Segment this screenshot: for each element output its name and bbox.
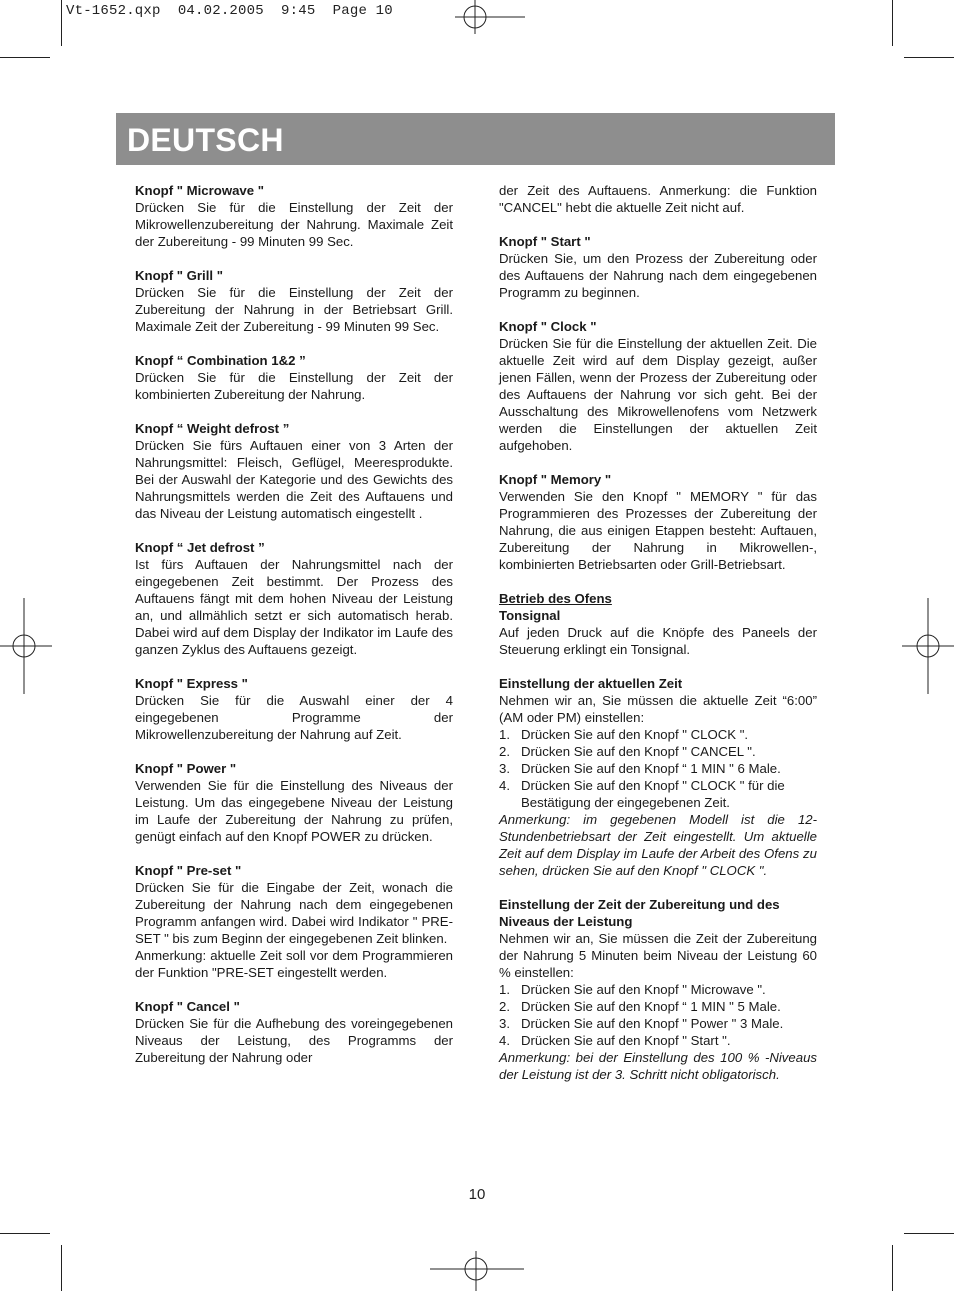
step-number: 2. [499, 744, 510, 759]
step-number: 4. [499, 1033, 510, 1048]
step-text: Drücken Sie auf den Knopf " Microwave ". [521, 982, 766, 997]
step-number: 4. [499, 778, 510, 793]
section-text: Drücken Sie für die Einstellung der Zeit der kombinierten Zubereitung der Nahrung. [135, 370, 453, 402]
section-title: Knopf " Express " [135, 676, 248, 691]
step-list [499, 981, 817, 1049]
section-subtitle: Tonsignal [499, 608, 561, 623]
registration-mark-icon [0, 598, 52, 694]
list-item [499, 1015, 817, 1032]
language-title: DEUTSCH [127, 122, 284, 158]
step-number: 3. [499, 1016, 510, 1031]
page-number: 10 [468, 1186, 486, 1203]
section-text: Drücken Sie, um den Prozess der Zubereitung oder des Auftauens der Nahrung nach dem eingegebenen Programm zu beginnen. [499, 251, 817, 300]
list-item [499, 981, 817, 998]
section-grill [135, 267, 453, 335]
section-text: Drücken Sie für die Einstellung der aktuellen Zeit. Die aktuelle Zeit wird auf dem Display gezeigt, außer jenen Fällen, wenn der Prozess der Zubereitung oder des Auftauens der Nahrung vor sich geht. Bei der Ausschaltung des Mikrowellenofens vom Netzwerk werden die Einstellungen der aktuellen Zeit aufgehoben. [499, 336, 817, 453]
list-item [499, 1032, 817, 1049]
section-title: Einstellung der aktuellen Zeit [499, 676, 683, 691]
section-weight-defrost [135, 420, 453, 522]
section-combination [135, 352, 453, 403]
section-preset [135, 862, 453, 981]
section-title: Knopf " Memory " [499, 472, 612, 487]
section-text: Auf jeden Druck auf die Knöpfe des Paneels der Steuerung erklingt ein Tonsignal. [499, 625, 817, 657]
section-power [135, 760, 453, 845]
print-slug-line: Vt-1652.qxp 04.02.2005 9:45 Page 10 [66, 3, 393, 19]
section-title: Knopf " Clock " [499, 319, 597, 334]
section-note: Anmerkung: im gegebenen Modell ist die 12-Stundenbetriebsart der Zeit eingestellt. Um aktuelle Zeit auf dem Display im Laufe der Arbeit des Ofens zu sehen, drücken Sie auf den Knopf " CLOCK ". [499, 812, 817, 878]
section-set-cooking [499, 896, 817, 1083]
registration-mark-icon [902, 598, 954, 694]
language-header-bar [116, 113, 835, 165]
section-text: Drücken Sie für die Einstellung der Zeit der Zubereitung der Nahrung in der Betriebsart Grill. Maximale Zeit der Zubereitung - 99 Minuten 99 Sec. [135, 285, 453, 334]
section-jet-defrost [135, 539, 453, 658]
section-express [135, 675, 453, 743]
step-text: Drücken Sie auf den Knopf " CLOCK " für die Bestätigung der eingegebenen Zeit. [521, 778, 785, 810]
list-item [499, 760, 817, 777]
section-memory [499, 471, 817, 573]
section-start [499, 233, 817, 301]
step-text: Drücken Sie auf den Knopf " Start ". [521, 1033, 731, 1048]
section-text: Drücken Sie für die Eingabe der Zeit, wonach die Zubereitung der Nahrung nach dem eingegebenen Programm anfangen wird. Dabei wird Indikator " PRE-SET " bis zum Beginn der eingegebenen Zeit blinken. [135, 880, 453, 946]
step-number: 3. [499, 761, 510, 776]
section-heading: Betrieb des Ofens [499, 591, 612, 606]
list-item [499, 743, 817, 760]
section-text: Verwenden Sie für die Einstellung des Niveaus der Leistung. Um das eingegebene Niveau der Leistung im Laufe der Zubereitung der Nahrung zu prüfen, genügt einfach auf den Knopf POWER zu drücken. [135, 778, 453, 844]
section-title: Knopf " Microwave " [135, 183, 265, 198]
crop-mark [892, 1245, 893, 1291]
section-cancel [135, 998, 453, 1066]
section-title: Einstellung der Zeit der Zubereitung und des Niveaus der Leistung [499, 897, 780, 929]
crop-mark [904, 1233, 954, 1234]
crop-mark [892, 0, 893, 46]
section-microwave [135, 182, 453, 250]
section-title: Knopf " Pre-set " [135, 863, 242, 878]
section-title: Knopf “ Weight defrost ” [135, 421, 290, 436]
section-text: Ist fürs Auftauen der Nahrungsmittel nach der eingegebenen Zeit bestimmt. Der Prozess des Auftauens fängt mit dem hohen Niveau der Leistung an, und allmählich setzt er sich automatisch herab. Dabei wird auf dem Display der Indikator im Laufe des ganzen Zyklus des Auftauens gezeigt. [135, 557, 453, 657]
crop-mark [61, 1245, 62, 1291]
step-number: 1. [499, 727, 510, 742]
section-title: Knopf " Power " [135, 761, 237, 776]
right-column [499, 182, 817, 1100]
section-operation [499, 590, 817, 658]
section-cancel-continued [499, 182, 817, 216]
left-column [135, 182, 453, 1083]
registration-mark-icon [430, 1251, 524, 1291]
section-intro: Nehmen wir an, Sie müssen die aktuelle Zeit “6:00” (AM oder PM) einstellen: [499, 693, 817, 725]
section-title: Knopf " Grill " [135, 268, 223, 283]
section-text: Drücken Sie für die Aufhebung des voreingegebenen Niveaus der Leistung, des Programms der Zubereitung der Nahrung oder [135, 1016, 453, 1065]
section-text: Drücken Sie für die Auswahl einer der 4 eingegebenen Programme der Mikrowellenzubereitung der Nahrung auf Zeit. [135, 693, 453, 742]
step-text: Drücken Sie auf den Knopf " CLOCK ". [521, 727, 749, 742]
crop-mark [904, 57, 954, 58]
section-text: der Zeit des Auftauens. Anmerkung: die Funktion "CANCEL" hebt die aktuelle Zeit nicht auf. [499, 183, 817, 215]
section-set-time [499, 675, 817, 879]
step-text: Drücken Sie auf den Knopf " CANCEL ". [521, 744, 756, 759]
section-clock [499, 318, 817, 454]
section-text: Drücken Sie fürs Auftauen einer von 3 Arten der Nahrungsmittel: Fleisch, Geflügel, Meeresprodukte. Bei der Auswahl der Kategorie und des Gewichts des Nahrungsmittels werden die Zeit des Auftauens und das Niveau der Leistung automatisch eingestellt . [135, 438, 453, 521]
section-title: Knopf " Start " [499, 234, 591, 249]
step-text: Drücken Sie auf den Knopf " Power " 3 Male. [521, 1016, 784, 1031]
crop-mark [0, 1233, 50, 1234]
step-number: 2. [499, 999, 510, 1014]
list-item [499, 777, 817, 811]
section-text: Drücken Sie für die Einstellung der Zeit der Mikrowellenzubereitung der Nahrung. Maximale Zeit der Zubereitung - 99 Minuten 99 Sec. [135, 200, 453, 249]
crop-mark [61, 0, 62, 46]
section-title: Knopf “ Jet defrost ” [135, 540, 265, 555]
step-number: 1. [499, 982, 510, 997]
section-title: Knopf " Cancel " [135, 999, 240, 1014]
registration-mark-icon [455, 0, 525, 34]
section-title: Knopf “ Combination 1&2 ” [135, 353, 306, 368]
list-item [499, 998, 817, 1015]
step-list [499, 726, 817, 811]
section-note: Anmerkung: aktuelle Zeit soll vor dem Programmieren der Funktion "PRE-SET eingestellt werden. [135, 948, 453, 980]
crop-mark [0, 57, 50, 58]
section-note: Anmerkung: bei der Einstellung des 100 % -Niveaus der Leistung ist der 3. Schritt nicht obligatorisch. [499, 1050, 817, 1082]
step-text: Drücken Sie auf den Knopf “ 1 MIN " 5 Male. [521, 999, 781, 1014]
step-text: Drücken Sie auf den Knopf “ 1 MIN " 6 Male. [521, 761, 781, 776]
list-item [499, 726, 817, 743]
section-intro: Nehmen wir an, Sie müssen die Zeit der Zubereitung der Nahrung 5 Minuten beim Niveau der Leistung 60 % einstellen: [499, 931, 817, 980]
section-text: Verwenden Sie den Knopf " MEMORY " für das Programmieren des Prozesses der Zubereitung der Nahrung, die aus einigen Etappen besteht: Auftauen, Zubereitung der Nahrung in Mikrowellen-, kombinierten Betriebsarten oder Grill-Betriebsart. [499, 489, 817, 572]
